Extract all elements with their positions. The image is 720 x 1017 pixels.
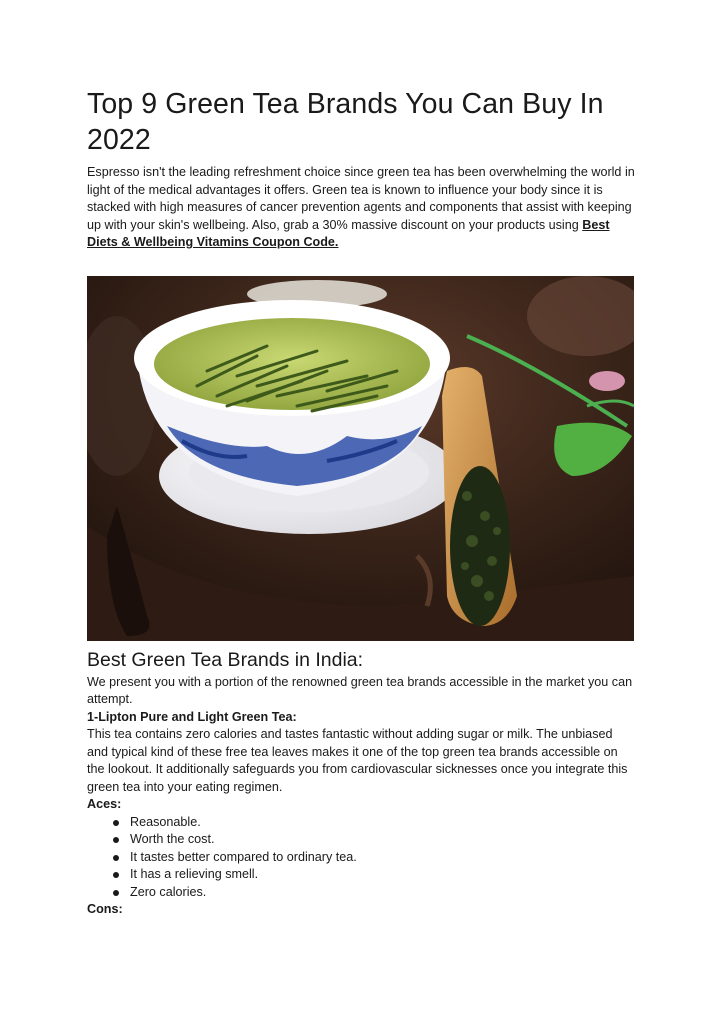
list-item: Zero calories. [113, 884, 635, 902]
intro-paragraph [87, 164, 635, 252]
list-item: Reasonable. [113, 814, 635, 832]
pros-label: Aces: [87, 797, 122, 811]
list-item: It has a relieving smell. [113, 866, 635, 884]
document-page [87, 86, 635, 919]
brand-1-description: This tea contains zero calories and tastes fantastic without adding sugar or milk. The unbiased and typical kind of these free tea leaves makes it one of the top green tea brands accessible on the lookout. It additionally safeguards you from cardiovascular sicknesses once you integrate this green tea into your eating regimen. [87, 727, 628, 794]
pros-list [87, 814, 635, 902]
green-tea-photo [87, 276, 634, 641]
coupon-code-link[interactable]: Best Diets & Wellbeing Vitamins Coupon Code. [87, 217, 610, 249]
intro-text: Espresso isn't the leading refreshment choice since green tea has been overwhelming the world in light of the medical advantages it offers. Green tea is known to influence your body since it is stacked with high measures of cancer prevention agents and components that assist with keeping up with your skin's wellbeing. Also, grab a 30% massive discount on your products using [87, 165, 635, 232]
green-tea-cup-illustration [87, 276, 634, 641]
cons-label: Cons: [87, 902, 123, 916]
list-item: It tastes better compared to ordinary tea. [113, 849, 635, 867]
section-heading: Best Green Tea Brands in India: [87, 648, 364, 671]
list-item: Worth the cost. [113, 831, 635, 849]
article-title: Top 9 Green Tea Brands You Can Buy In 2022 [87, 88, 604, 156]
section-intro: We present you with a portion of the renowned green tea brands accessible in the market you can attempt. [87, 674, 633, 706]
brand-1-title: 1-Lipton Pure and Light Green Tea: [87, 709, 297, 724]
